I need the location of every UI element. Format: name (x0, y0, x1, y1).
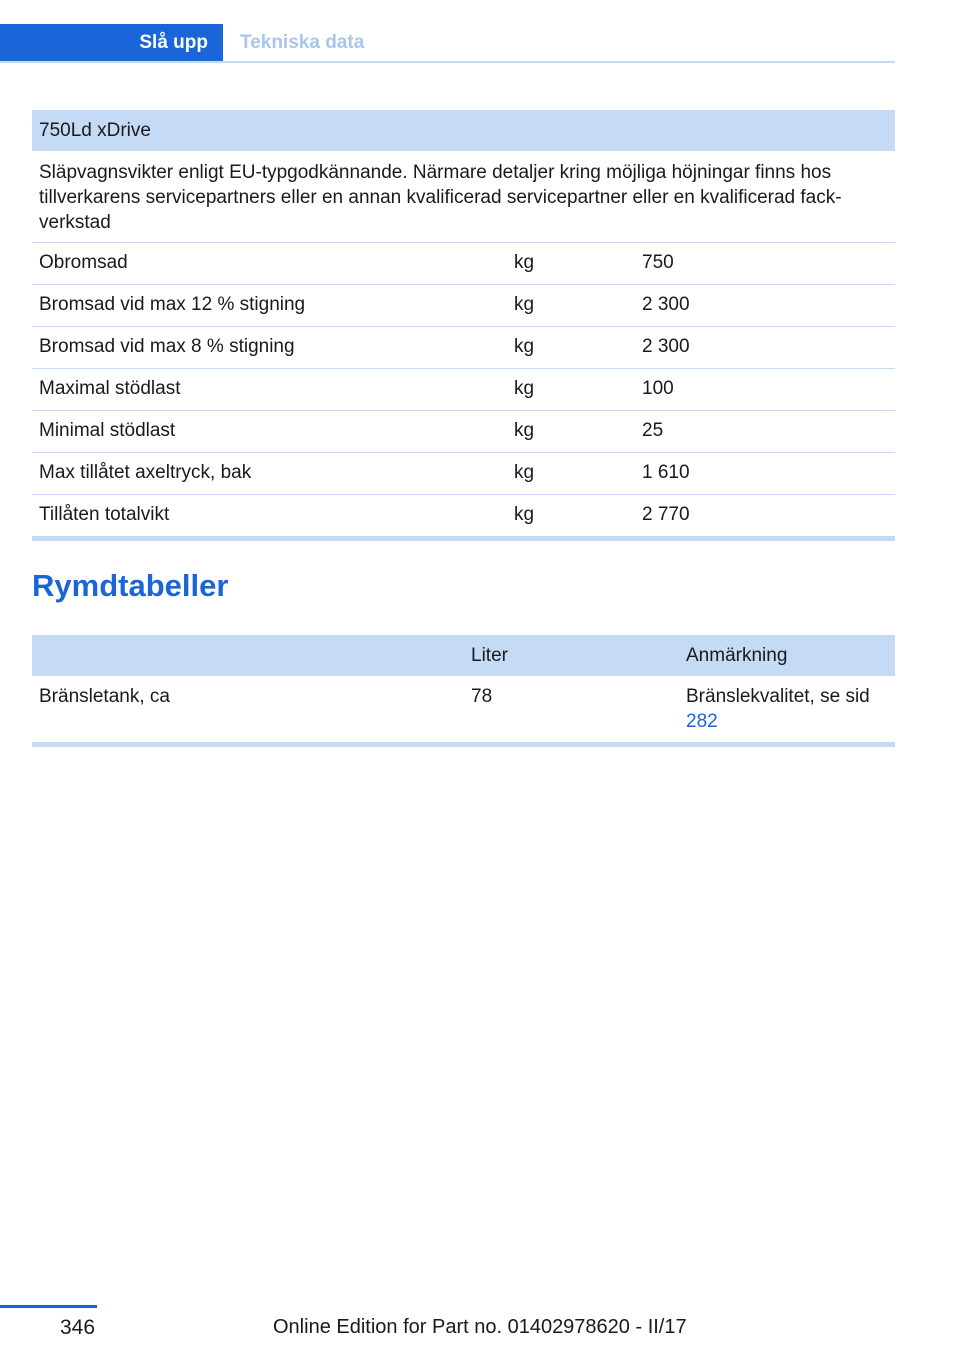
table-row (32, 285, 895, 327)
table-row (32, 327, 895, 369)
row-label: Minimal stödlast (32, 411, 507, 453)
row-label: Tillåten totalvikt (32, 495, 507, 539)
row-note (679, 676, 895, 745)
table-row (32, 495, 895, 539)
row-unit: kg (507, 411, 635, 453)
edition-footer: Online Edition for Part no. 01402978620 - II/17 (273, 1316, 687, 1338)
row-value: 2 300 (635, 285, 895, 327)
table-description: Släpvagnsvikter enligt EU-typgodkännande. Närmare detaljer kring möjliga höjningar finns hos tillverkarens servicepartners eller en annan kvalificerad servicepartner eller en kvalificerad fack-verkstad (32, 151, 895, 243)
volume-table (32, 635, 895, 747)
table-row (32, 369, 895, 411)
row-label: Bromsad vid max 8 % stigning (32, 327, 507, 369)
table-header-row (32, 110, 895, 151)
row-unit: kg (507, 327, 635, 369)
row-value: 1 610 (635, 453, 895, 495)
row-unit: kg (507, 495, 635, 539)
row-value: 2 770 (635, 495, 895, 539)
row-value: 25 (635, 411, 895, 453)
row-unit: kg (507, 453, 635, 495)
column-header-note: Anmärkning (679, 635, 895, 676)
table-row (32, 453, 895, 495)
row-unit: kg (507, 243, 635, 285)
page-header (0, 24, 895, 63)
page-number-rule (0, 1305, 97, 1308)
row-value: 750 (635, 243, 895, 285)
page-link[interactable]: 282 (686, 711, 718, 732)
row-label: Max tillåtet axeltryck, bak (32, 453, 507, 495)
row-unit: kg (507, 285, 635, 327)
model-title: 750Ld xDrive (32, 110, 895, 151)
table-row (32, 411, 895, 453)
page-number: 346 (60, 1316, 96, 1339)
column-header-liter: Liter (464, 635, 679, 676)
section-title: Rymdtabeller (32, 568, 229, 603)
row-label: Obromsad (32, 243, 507, 285)
row-label: Bromsad vid max 12 % stigning (32, 285, 507, 327)
row-value: 2 300 (635, 327, 895, 369)
row-label: Bränsletank, ca (32, 676, 464, 745)
row-value: 78 (464, 676, 679, 745)
row-unit: kg (507, 369, 635, 411)
table-row (32, 243, 895, 285)
column-header-empty (32, 635, 464, 676)
trailer-weight-table (32, 110, 895, 541)
row-value: 100 (635, 369, 895, 411)
note-text: Bränslekvalitet, se sid (686, 686, 870, 707)
tab-sla-upp[interactable]: Slå upp (0, 24, 223, 61)
table-description-row (32, 151, 895, 243)
tab-tekniska-data[interactable]: Tekniska data (240, 32, 365, 53)
table-row (32, 676, 895, 745)
row-label: Maximal stödlast (32, 369, 507, 411)
table-header-row (32, 635, 895, 676)
